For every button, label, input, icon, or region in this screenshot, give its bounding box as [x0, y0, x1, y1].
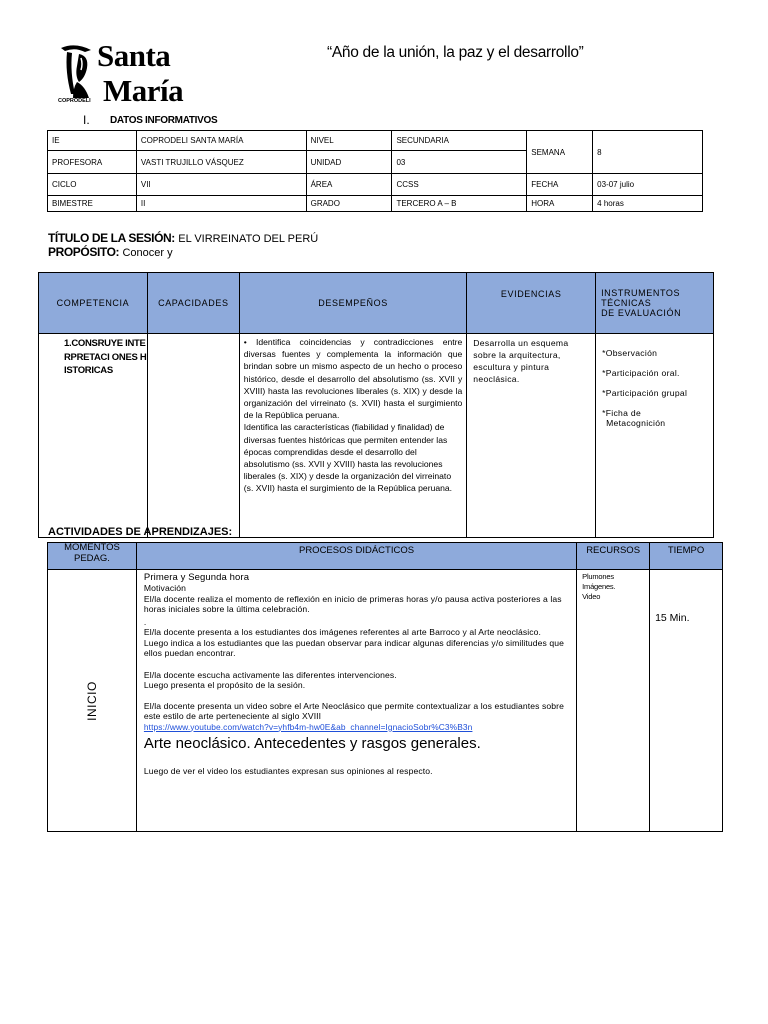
proc-line: Luego de ver el video los estudiantes expresan sus opiniones al respecto. — [143, 766, 433, 776]
logo-text-santa: Santa — [97, 38, 171, 73]
session-title-label: TÍTULO DE LA SESIÓN: — [48, 231, 175, 245]
proc-line: . — [143, 616, 147, 627]
header-instrumentos — [596, 273, 714, 334]
info-table — [47, 130, 703, 212]
header-tiempo: TIEMPO — [650, 543, 723, 570]
momento-value: INICIO — [84, 680, 99, 721]
unidad-label: UNIDAD — [306, 151, 392, 174]
proc-line: El/la docente realiza el momento de reflexión en inicio de primeras horas y/o pausa activa posteriores a las horas iniciales sobre la última celebración. — [143, 593, 562, 614]
hora-value: 4 horas — [593, 196, 703, 212]
header-competencia: COMPETENCIA — [39, 273, 148, 334]
header-instr-line3: DE EVALUACIÓN — [601, 308, 682, 318]
procesos-cell — [136, 570, 576, 832]
header-instr-line1: INSTRUMENTOS — [601, 288, 681, 298]
competencia-value: 1.CONSRUYE INTERPRETACI ONES HISTORICAS — [39, 334, 148, 538]
hora-label: HORA — [527, 196, 593, 212]
nivel-value: SECUNDARIA — [392, 131, 527, 151]
evidencia-value: Desarrolla un esquema sobre la arquitectura, escultura y pintura neoclásica. — [467, 334, 596, 538]
session-title — [48, 231, 318, 245]
area-value: CCSS — [392, 174, 527, 196]
header-desempenos: DESEMPEÑOS — [239, 273, 466, 334]
header-procesos: PROCESOS DIDÁCTICOS — [136, 543, 576, 570]
semana-value: 8 — [593, 131, 703, 174]
header-capacidades: CAPACIDADES — [147, 273, 239, 334]
logo-figure-icon — [55, 42, 103, 104]
desempeno-1: • Identifica coincidencias y contradicciones entre diversas fuentes y complementa la información que brindan sobre un mismo aspecto de un hecho o proceso histórico, desde el desarrollo del absolutismo (ss. XVII y XVIII) hasta las revoluciones liberales (s. XIX) y desde la organización del virreinato (s. XVII) hasta el surgimiento de la República peruana. — [243, 337, 463, 421]
bimestre-value: II — [136, 196, 306, 212]
header-momentos-line2: PEDAG. — [74, 552, 110, 564]
recurso-item: Imágenes. — [582, 582, 616, 591]
purpose-value: Conocer y — [122, 247, 173, 259]
ciclo-value: VII — [136, 174, 306, 196]
semana-label: SEMANA — [527, 131, 593, 174]
header-evidencias: EVIDENCIAS — [467, 273, 596, 334]
purpose-label: PROPÓSITO: — [48, 245, 120, 259]
nivel-label: NIVEL — [306, 131, 392, 151]
header-instr-line2: TÉCNICAS — [601, 298, 652, 308]
proc-line: El/la docente escucha activamente las diferentes intervenciones. — [143, 669, 397, 680]
instrumentos-cell — [596, 334, 714, 538]
competencias-table — [38, 272, 714, 538]
session-title-value: EL VIRREINATO DEL PERÚ — [178, 233, 319, 245]
activities-table — [47, 542, 723, 832]
fecha-value: 03-07 julio — [593, 174, 703, 196]
logo-text-maria: María — [103, 73, 184, 108]
video-link[interactable]: https://www.youtube.com/watch?v=yhfb4m-hw0E&ab_channel=IgnacioSobr%C3%B3n — [143, 721, 473, 732]
momento-cell — [48, 570, 137, 832]
bimestre-label: BIMESTRE — [48, 196, 137, 212]
proc-line: El/la docente presenta un video sobre el Arte Neoclásico que permite contextualizar a los estudiantes sobre este estilo de arte perteneciente al siglo XVIII — [143, 700, 565, 721]
desempeno-2: Identifica las características (fiabilidad y finalidad) de diversas fuentes históricas que permiten entender las épocas comprendidas desde el desarrollo del absolutismo (ss. XVII y XVIII) hasta las revoluciones liberales (s. XIX) y desde la organización del virreinato (s. XVII) hasta el surgimiento de la República peruana. — [243, 422, 453, 494]
video-title: Arte neoclásico. Antecedentes y rasgos generales. — [143, 735, 481, 752]
section-title: DATOS INFORMATIVOS — [110, 115, 218, 126]
ie-value: COPRODELI SANTA MARÍA — [136, 131, 306, 151]
proc-heading: Primera y Segunda hora — [143, 572, 250, 583]
ie-label: IE — [48, 131, 137, 151]
grado-label: GRADO — [306, 196, 392, 212]
area-label: ÁREA — [306, 174, 392, 196]
proc-line: Motivación — [143, 583, 186, 593]
recurso-item: Video — [582, 592, 601, 601]
capacidades-value — [147, 334, 239, 538]
instrumento-item: *Participación grupal — [602, 388, 688, 398]
proc-line: Luego presenta el propósito de la sesión. — [143, 680, 306, 690]
logo-small-text: COPRODELI — [58, 98, 91, 104]
instrumento-item: *Ficha de — [602, 408, 642, 418]
purpose — [48, 245, 173, 259]
header-recursos: RECURSOS — [577, 543, 650, 570]
profesora-value: VASTI TRUJILLO VÁSQUEZ — [136, 151, 306, 174]
recursos-cell — [577, 570, 650, 832]
motto: “Año de la unión, la paz y el desarrollo” — [327, 44, 584, 61]
profesora-label: PROFESORA — [48, 151, 137, 174]
section-number: I. — [83, 113, 90, 127]
header-momentos-line1: MOMENTOS — [64, 542, 120, 553]
activities-title: ACTIVIDADES DE APRENDIZAJES: — [48, 526, 233, 538]
desempenos-cell — [239, 334, 466, 538]
recurso-item: Plumones — [582, 572, 614, 581]
unidad-value: 03 — [392, 151, 527, 174]
grado-value: TERCERO A – B — [392, 196, 527, 212]
instrumento-item: *Participación oral. — [602, 368, 680, 378]
fecha-label: FECHA — [527, 174, 593, 196]
ciclo-label: CICLO — [48, 174, 137, 196]
instrumento-item: *Observación — [602, 348, 658, 358]
instrumento-item: Metacognición — [606, 418, 666, 428]
tiempo-value: 15 Min. — [650, 570, 723, 832]
header-momentos — [48, 543, 137, 570]
proc-line: El/la docente presenta a los estudiantes dos imágenes referentes al arte Barroco y al Arte neoclásico. — [143, 627, 542, 637]
proc-line: Luego indica a los estudiantes que las puedan observar para indicar algunas diferencias y/o similitudes que ellos puedan encontrar. — [143, 637, 565, 658]
